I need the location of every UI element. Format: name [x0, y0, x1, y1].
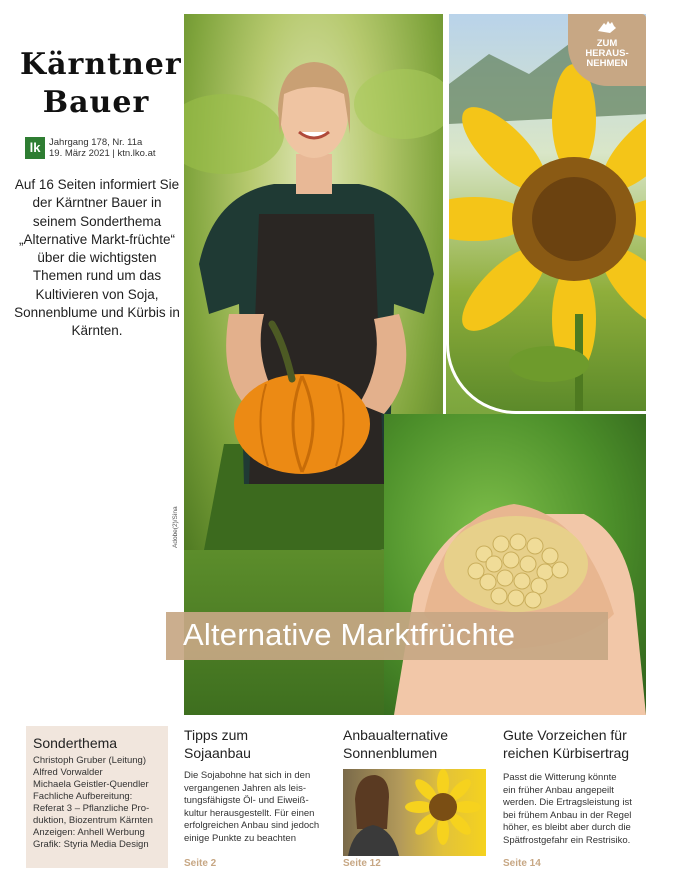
teaser-body-line: vergangenen Jahren als leis- — [184, 782, 306, 794]
teaser-page-link[interactable]: Seite 14 — [503, 858, 541, 869]
sonderthema-line: Referat 3 – Pflanzliche Pro- — [33, 803, 150, 814]
teaser-title-line: Sojaanbau — [184, 744, 251, 761]
masthead-line-1: Kärntner — [20, 47, 182, 82]
sonderthema-line: Michaela Geistler-Quendler — [33, 779, 149, 790]
teaser-body — [503, 772, 651, 848]
teaser-body-line: bei frühem Anbau in der Regel — [503, 809, 632, 821]
issue-volume: Jahrgang 178, Nr. 11a — [49, 137, 143, 148]
teaser-body — [184, 770, 334, 846]
sonderthema-line: Anzeigen: Anhell Werbung — [33, 827, 145, 838]
teaser-title-line: reichen Kürbisertrag — [503, 744, 630, 761]
cover-photo-collage — [184, 14, 646, 715]
teaser-page-link[interactable]: Seite 2 — [184, 858, 217, 869]
sonderthema-line: duktion, Biozentrum Kärnten — [33, 815, 153, 826]
teaser-body-line: Die Sojabohne hat sich in den — [184, 770, 311, 781]
issue-info — [25, 137, 175, 159]
photo-credit: Adobe(2)/Sina — [172, 506, 179, 548]
teaser-body-line: Passt die Witterung könnte — [503, 772, 617, 783]
teaser-sunflower[interactable] — [343, 727, 493, 869]
woman-sunflower-illustration — [343, 769, 486, 856]
intro-text: Auf 16 Seiten informiert Sie der Kärntner Bauer in seinem Sonderthema „Alternative Markt-früchte“ über die wichtigsten Themen rund um das Kultivieren von Soja, Sonnenblume und Kürbis in Kärnten. — [14, 177, 180, 339]
masthead-logo — [20, 46, 182, 122]
teaser-body-line: tungsfähigste Öl- und Eiweiß- — [184, 795, 309, 807]
teaser-body-line: erfolgreichen Anbau sind jedoch — [184, 820, 320, 832]
cover-title-band — [166, 612, 608, 660]
issue-date-url: 19. März 2021 | ktn.lko.at — [49, 148, 156, 159]
teaser-title-line: Tipps zum — [184, 727, 249, 743]
sonderthema-heading: Sonderthema — [33, 735, 118, 751]
badge-line-1: ZUM — [596, 38, 618, 49]
badge-line-2: HERAUS- — [585, 48, 629, 59]
teaser-title-line: Anbaualternative — [343, 727, 449, 743]
sonderthema-line: Grafik: Styria Media Design — [33, 839, 149, 850]
teaser-body-line: einige Punkte zu beachten — [184, 832, 296, 844]
teaser-title-line: Sonnenblumen — [343, 744, 438, 761]
teaser-thumbnail — [343, 769, 486, 856]
teaser-body-line: werden. Die Ertragsleistung ist — [503, 797, 632, 809]
sonderthema-line: Alfred Vorwalder — [33, 767, 103, 778]
teaser-body-line: kultur herausgestellt. Für einen — [184, 807, 315, 819]
teaser-pumpkin[interactable] — [503, 727, 651, 869]
teaser-body-line: höher, es bleibt aber durch die — [503, 822, 631, 834]
cover-title: Alternative Marktfrüchte — [183, 617, 516, 652]
badge-line-3: NEHMEN — [586, 58, 628, 69]
soybeans-illustration — [384, 414, 646, 715]
sonderthema-line: Christoph Gruber (Leitung) — [33, 755, 146, 766]
teaser-soybean[interactable] — [184, 727, 334, 869]
sonderthema-line: Fachliche Aufbereitung: — [33, 791, 133, 802]
pull-out-badge — [568, 14, 646, 86]
lk-logo: lk — [25, 137, 45, 159]
teaser-body-line: ein früher Anbau angepeilt — [503, 784, 614, 796]
soybeans-hands-photo — [384, 414, 646, 715]
teaser-page-link[interactable]: Seite 12 — [343, 858, 381, 869]
teaser-body-line: Spätfrostgefahr ein Restrisiko. — [503, 834, 631, 846]
hand-icon — [596, 19, 618, 35]
masthead-line-2: Bauer — [42, 85, 150, 120]
sonderthema-box — [26, 726, 168, 868]
teaser-title-line: Gute Vorzeichen für — [503, 727, 627, 743]
